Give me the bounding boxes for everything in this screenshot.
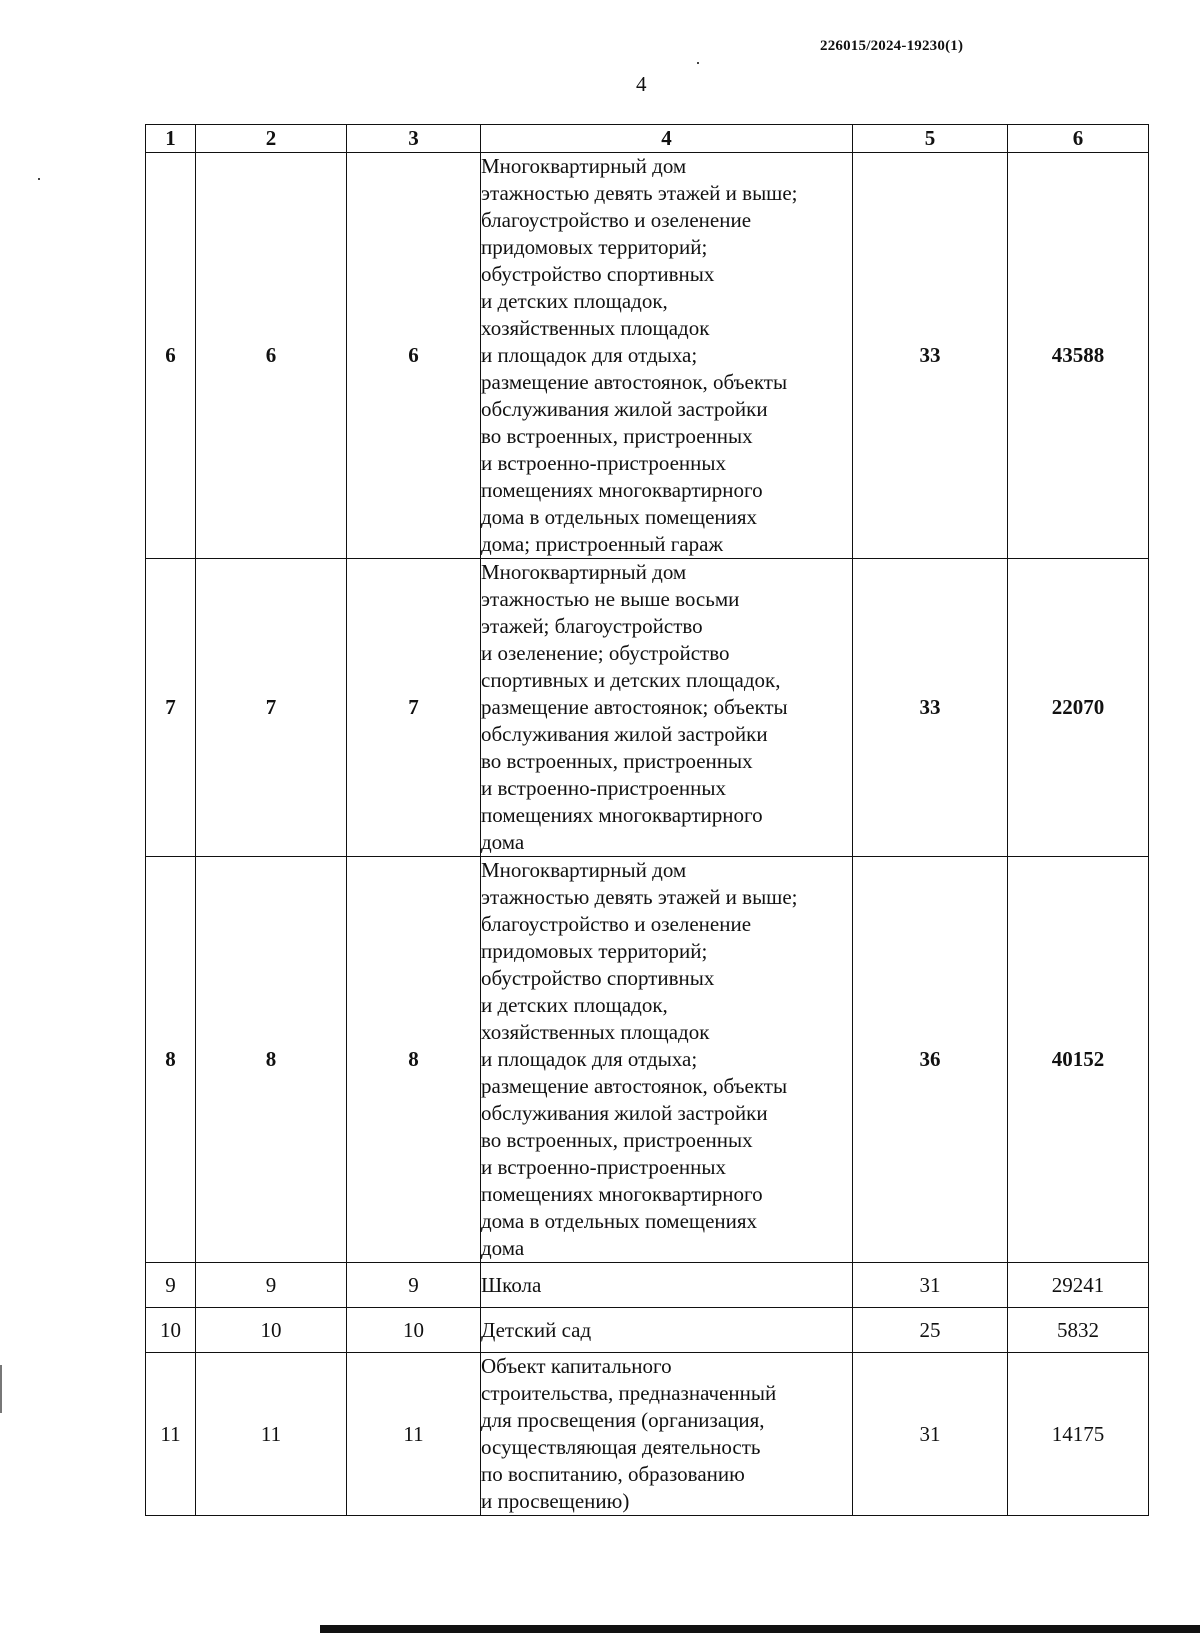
description-line: обустройство спортивных bbox=[481, 966, 715, 990]
description-line: хозяйственных площадок bbox=[481, 316, 710, 340]
cell-col3: 7 bbox=[347, 559, 481, 857]
description-line: размещение автостоянок; объекты bbox=[481, 695, 788, 719]
description-line: этажностью не выше восьми bbox=[481, 587, 740, 611]
cell-col2: 9 bbox=[196, 1263, 347, 1308]
table-row bbox=[146, 1263, 1149, 1308]
cell-col5: 31 bbox=[853, 1353, 1008, 1516]
objects-table bbox=[145, 124, 1149, 1516]
cell-col5: 25 bbox=[853, 1308, 1008, 1353]
cell-col1: 11 bbox=[146, 1353, 196, 1516]
description-line: помещениях многоквартирного bbox=[481, 478, 763, 502]
cell-col6: 5832 bbox=[1008, 1308, 1149, 1353]
description-line: обслуживания жилой застройки bbox=[481, 397, 768, 421]
cell-col1: 8 bbox=[146, 857, 196, 1263]
document-registration-number: 226015/2024-19230(1) bbox=[820, 38, 964, 54]
description-line: и встроенно-пристроенных bbox=[481, 1155, 726, 1179]
cell-col3: 9 bbox=[347, 1263, 481, 1308]
description-line: обслуживания жилой застройки bbox=[481, 1101, 768, 1125]
description-line: придомовых территорий; bbox=[481, 235, 708, 259]
description-line: и детских площадок, bbox=[481, 289, 668, 313]
description-line: и площадок для отдыха; bbox=[481, 343, 698, 367]
description-line: благоустройство и озеленение bbox=[481, 912, 752, 936]
description-line: помещениях многоквартирного bbox=[481, 1182, 763, 1206]
column-header-2: 2 bbox=[196, 125, 347, 153]
description-line: обслуживания жилой застройки bbox=[481, 722, 768, 746]
description-line: во встроенных, пристроенных bbox=[481, 424, 753, 448]
table-header-row bbox=[146, 125, 1149, 153]
cell-col3: 11 bbox=[347, 1353, 481, 1516]
cell-description bbox=[481, 153, 853, 559]
description-line: этажностью девять этажей и выше; bbox=[481, 885, 798, 909]
cell-col6: 43588 bbox=[1008, 153, 1149, 559]
cell-col1: 6 bbox=[146, 153, 196, 559]
description-line: Объект капитального bbox=[481, 1354, 672, 1378]
cell-description bbox=[481, 1353, 853, 1516]
description-line: обустройство спортивных bbox=[481, 262, 715, 286]
cell-col2: 7 bbox=[196, 559, 347, 857]
table-row bbox=[146, 1353, 1149, 1516]
cell-col1: 7 bbox=[146, 559, 196, 857]
cell-col6: 14175 bbox=[1008, 1353, 1149, 1516]
table-row bbox=[146, 559, 1149, 857]
description-line: хозяйственных площадок bbox=[481, 1020, 710, 1044]
description-line: Многоквартирный дом bbox=[481, 154, 687, 178]
cell-description bbox=[481, 559, 853, 857]
cell-description bbox=[481, 1308, 853, 1353]
cell-col2: 10 bbox=[196, 1308, 347, 1353]
description-line: и встроенно-пристроенных bbox=[481, 451, 726, 475]
cell-description bbox=[481, 857, 853, 1263]
table-row bbox=[146, 857, 1149, 1263]
scan-bottom-edge bbox=[320, 1625, 1200, 1633]
description-line: во встроенных, пристроенных bbox=[481, 1128, 753, 1152]
description-line: дома в отдельных помещениях bbox=[481, 505, 758, 529]
scan-artifact-dot bbox=[697, 62, 699, 64]
cell-col5: 33 bbox=[853, 559, 1008, 857]
description-line: во встроенных, пристроенных bbox=[481, 749, 753, 773]
scan-artifact-dot bbox=[0, 1365, 2, 1413]
column-header-3: 3 bbox=[347, 125, 481, 153]
description-line: этажностью девять этажей и выше; bbox=[481, 181, 798, 205]
description-line: для просвещения (организация, bbox=[481, 1408, 765, 1432]
description-line: и просвещению) bbox=[481, 1489, 630, 1513]
description-line: размещение автостоянок, объекты bbox=[481, 1074, 788, 1098]
page-number: 4 bbox=[636, 72, 647, 96]
description-line: дома bbox=[481, 1236, 525, 1260]
description-line: дома в отдельных помещениях bbox=[481, 1209, 758, 1233]
description-line: и детских площадок, bbox=[481, 993, 668, 1017]
description-line: размещение автостоянок, объекты bbox=[481, 370, 788, 394]
description-line: помещениях многоквартирного bbox=[481, 803, 763, 827]
description-line: и площадок для отдыха; bbox=[481, 1047, 698, 1071]
cell-col6: 40152 bbox=[1008, 857, 1149, 1263]
cell-col2: 6 bbox=[196, 153, 347, 559]
description-line: Школа bbox=[481, 1272, 542, 1297]
cell-col5: 33 bbox=[853, 153, 1008, 559]
description-line: Многоквартирный дом bbox=[481, 560, 687, 584]
description-line: и озеленение; обустройство bbox=[481, 641, 730, 665]
description-line: Многоквартирный дом bbox=[481, 858, 687, 882]
description-line: дома bbox=[481, 830, 525, 854]
cell-col1: 9 bbox=[146, 1263, 196, 1308]
cell-col2: 11 bbox=[196, 1353, 347, 1516]
cell-col3: 8 bbox=[347, 857, 481, 1263]
column-header-5: 5 bbox=[853, 125, 1008, 153]
column-header-4: 4 bbox=[481, 125, 853, 153]
description-line: дома; пристроенный гараж bbox=[481, 532, 723, 556]
table-row bbox=[146, 153, 1149, 559]
scan-artifact-dot bbox=[38, 178, 40, 180]
description-line: строительства, предназначенный bbox=[481, 1381, 777, 1405]
cell-col2: 8 bbox=[196, 857, 347, 1263]
cell-col6: 22070 bbox=[1008, 559, 1149, 857]
cell-col5: 36 bbox=[853, 857, 1008, 1263]
cell-description bbox=[481, 1263, 853, 1308]
cell-col1: 10 bbox=[146, 1308, 196, 1353]
cell-col3: 10 bbox=[347, 1308, 481, 1353]
description-line: спортивных и детских площадок, bbox=[481, 668, 781, 692]
description-line: по воспитанию, образованию bbox=[481, 1462, 745, 1486]
cell-col3: 6 bbox=[347, 153, 481, 559]
description-line: Детский сад bbox=[481, 1317, 592, 1342]
cell-col6: 29241 bbox=[1008, 1263, 1149, 1308]
description-line: придомовых территорий; bbox=[481, 939, 708, 963]
table-row bbox=[146, 1308, 1149, 1353]
description-line: осуществляющая деятельность bbox=[481, 1435, 761, 1459]
description-line: и встроенно-пристроенных bbox=[481, 776, 726, 800]
column-header-6: 6 bbox=[1008, 125, 1149, 153]
column-header-1: 1 bbox=[146, 125, 196, 153]
description-line: этажей; благоустройство bbox=[481, 614, 703, 638]
cell-col5: 31 bbox=[853, 1263, 1008, 1308]
description-line: благоустройство и озеленение bbox=[481, 208, 752, 232]
